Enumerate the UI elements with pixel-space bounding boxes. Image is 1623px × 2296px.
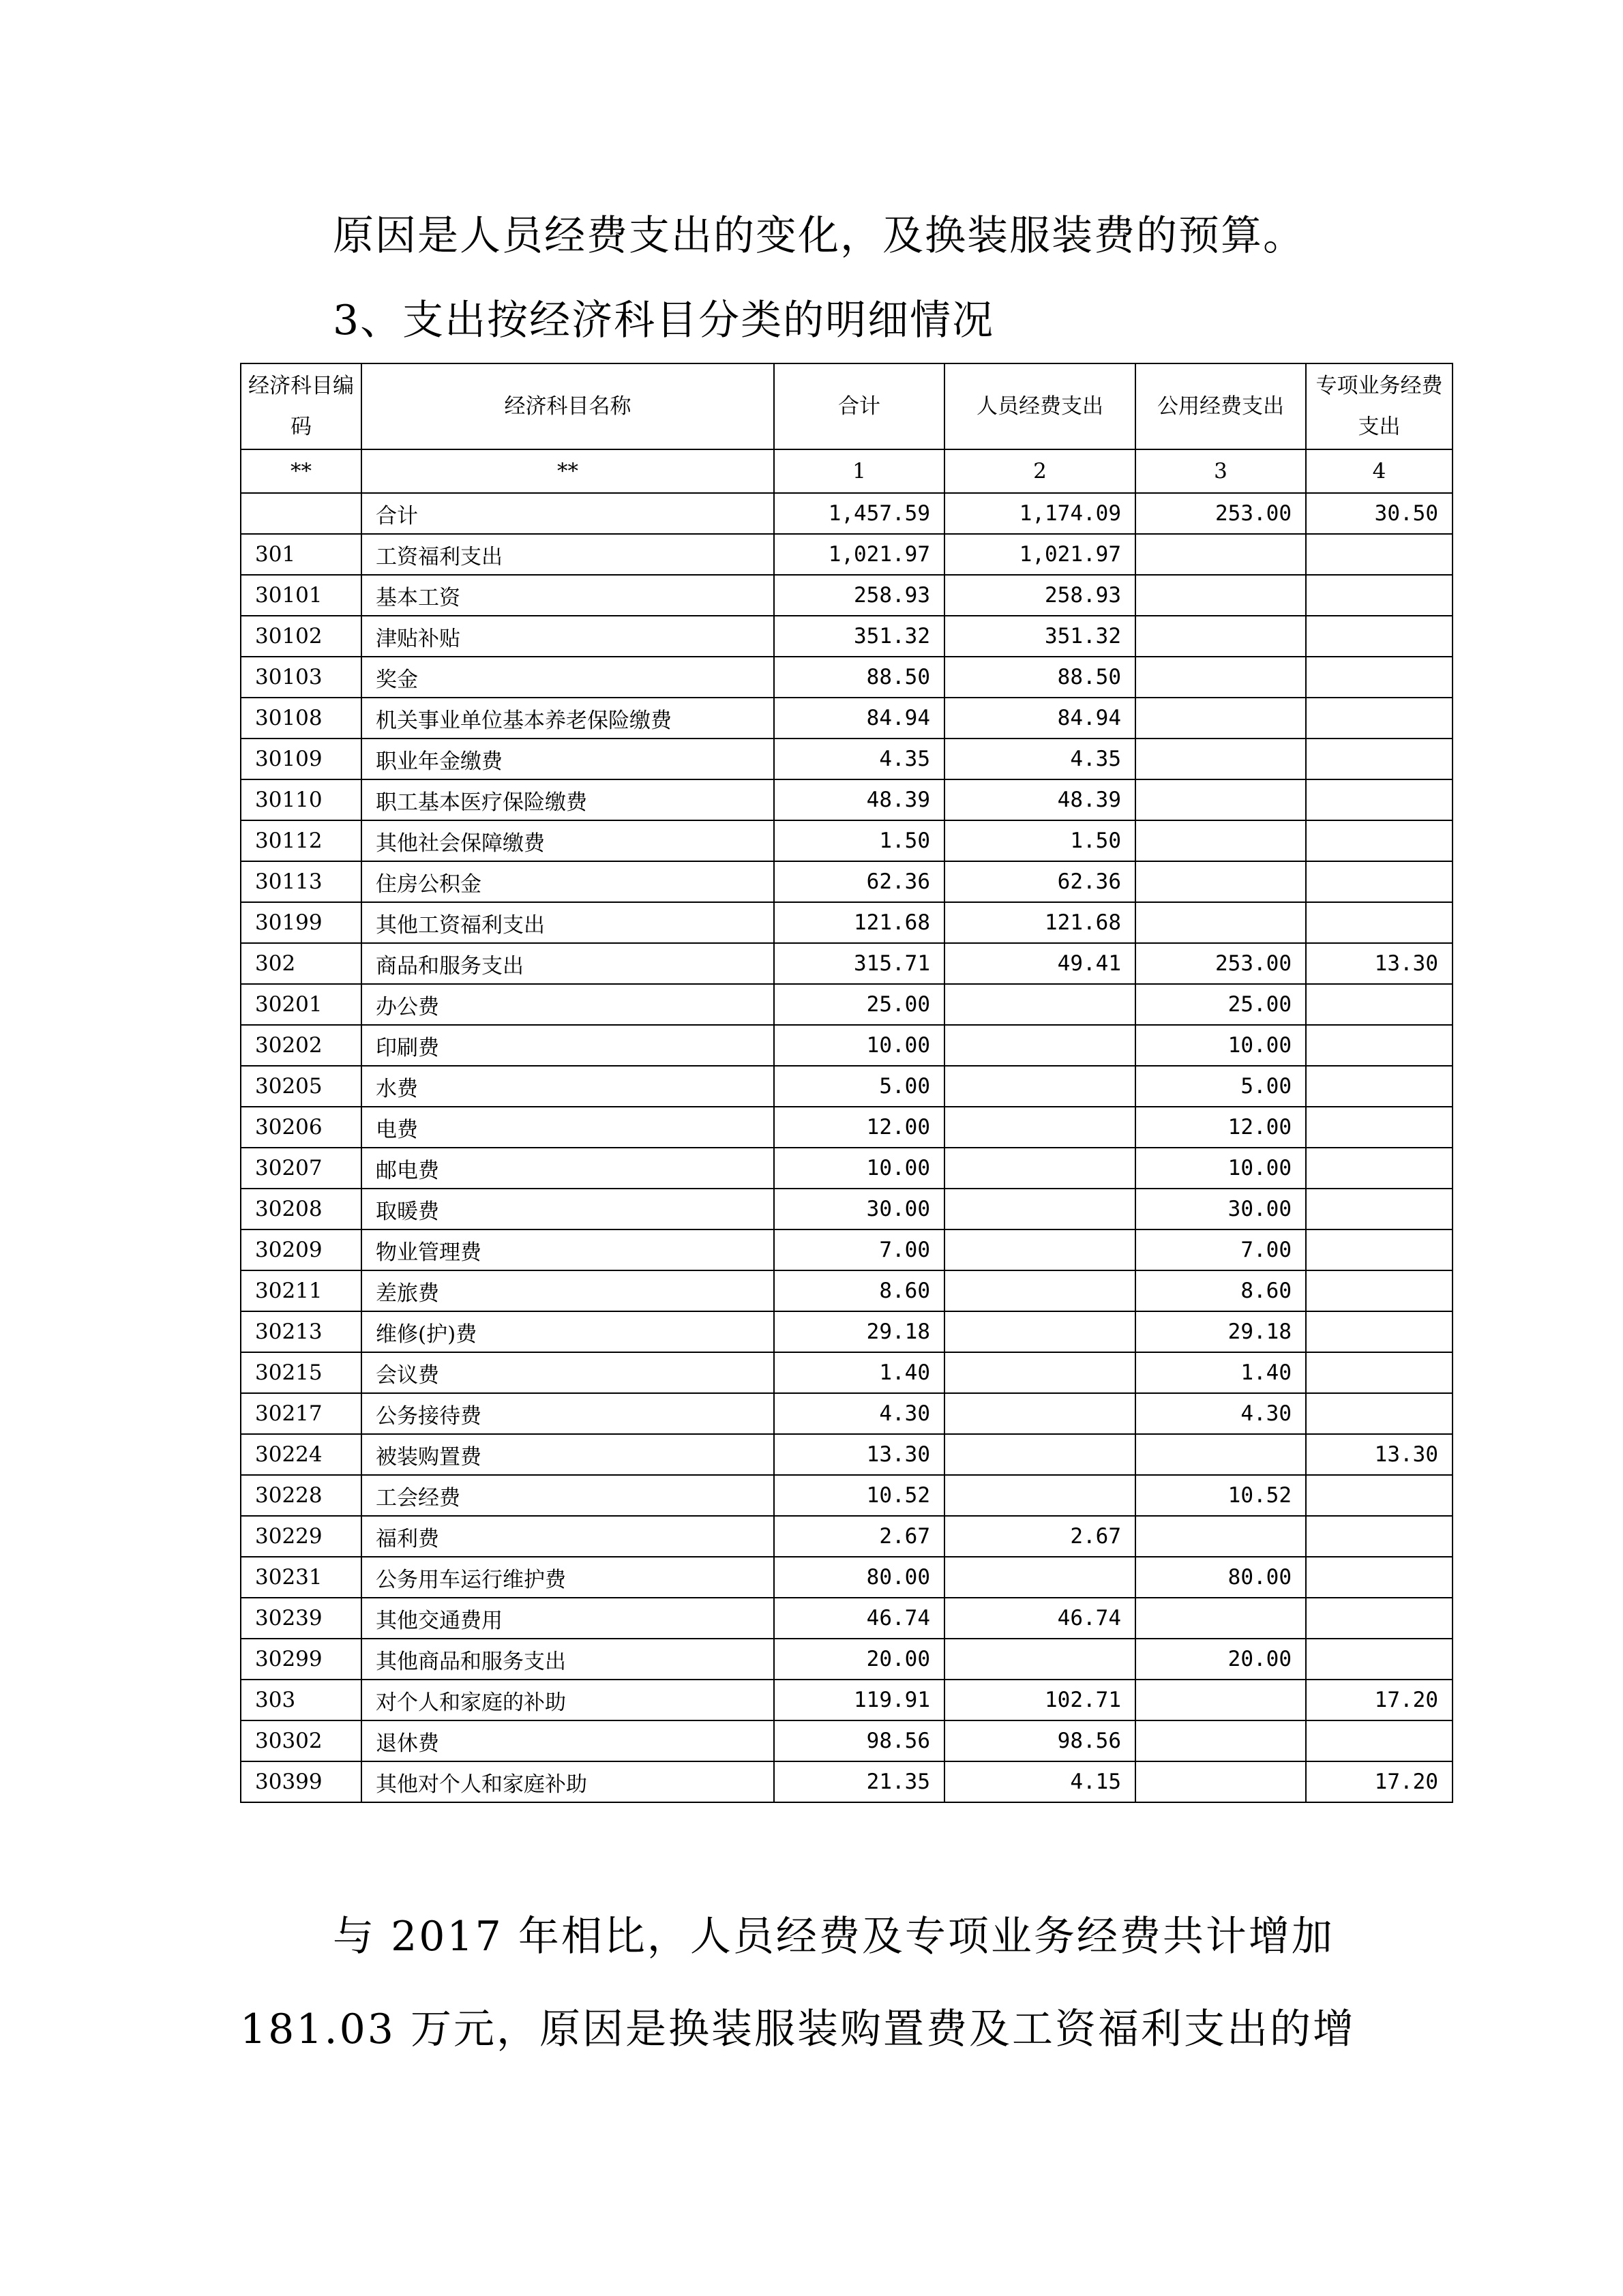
- cell-public: 12.00: [1135, 1107, 1306, 1148]
- cell-public: [1135, 1598, 1306, 1639]
- cell-name: 其他社会保障缴费: [361, 820, 774, 861]
- cell-personnel: [944, 1557, 1135, 1598]
- cell-personnel: [944, 1475, 1135, 1516]
- table-row: [241, 1066, 1453, 1107]
- cell-total: 29.18: [774, 1311, 944, 1352]
- index-cell: 3: [1135, 449, 1306, 493]
- cell-code: 30101: [241, 575, 361, 616]
- cell-name: 基本工资: [361, 575, 774, 616]
- cell-personnel: [944, 1434, 1135, 1475]
- cell-total: 25.00: [774, 984, 944, 1025]
- header-public: 公用经费支出: [1135, 363, 1306, 449]
- cell-special: [1306, 1311, 1453, 1352]
- cell-name: 其他工资福利支出: [361, 902, 774, 943]
- cell-code: 30228: [241, 1475, 361, 1516]
- cell-public: [1135, 657, 1306, 698]
- cell-public: [1135, 902, 1306, 943]
- index-cell: 1: [774, 449, 944, 493]
- cell-total: 2.67: [774, 1516, 944, 1557]
- economic-classification-table: [240, 363, 1453, 1803]
- cell-total: 84.94: [774, 698, 944, 739]
- table-row: [241, 534, 1453, 575]
- cell-code: 30201: [241, 984, 361, 1025]
- cell-code: 30215: [241, 1352, 361, 1393]
- index-cell: **: [241, 449, 361, 493]
- paragraph-after-table-1: 与 2017 年相比，人员经费及专项业务经费共计增加: [333, 1913, 1335, 1960]
- cell-personnel: 1,021.97: [944, 534, 1135, 575]
- cell-code: 303: [241, 1680, 361, 1720]
- cell-public: 10.52: [1135, 1475, 1306, 1516]
- cell-code: 30299: [241, 1639, 361, 1680]
- cell-code: 30205: [241, 1066, 361, 1107]
- cell-code: 30209: [241, 1229, 361, 1270]
- table-row: [241, 1189, 1453, 1229]
- cell-code: 30202: [241, 1025, 361, 1066]
- table-row: [241, 902, 1453, 943]
- cell-total: 10.52: [774, 1475, 944, 1516]
- cell-special: [1306, 1066, 1453, 1107]
- header-special: 专项业务经费支出: [1306, 363, 1453, 449]
- cell-public: 253.00: [1135, 943, 1306, 984]
- table-row: [241, 1393, 1453, 1434]
- table-row: [241, 1434, 1453, 1475]
- cell-total: 121.68: [774, 902, 944, 943]
- section-heading: 3、支出按经济科目分类的明细情况: [333, 297, 995, 344]
- cell-total: 315.71: [774, 943, 944, 984]
- table-row: [241, 1516, 1453, 1557]
- cell-public: [1135, 820, 1306, 861]
- cell-public: 5.00: [1135, 1066, 1306, 1107]
- cell-code: [241, 493, 361, 534]
- cell-name: 取暖费: [361, 1189, 774, 1229]
- cell-personnel: 48.39: [944, 779, 1135, 820]
- cell-personnel: [944, 1393, 1135, 1434]
- cell-special: [1306, 861, 1453, 902]
- cell-special: [1306, 1516, 1453, 1557]
- cell-code: 30113: [241, 861, 361, 902]
- cell-code: 30109: [241, 739, 361, 779]
- cell-name: 邮电费: [361, 1148, 774, 1189]
- cell-code: 30207: [241, 1148, 361, 1189]
- cell-special: [1306, 902, 1453, 943]
- cell-code: 30229: [241, 1516, 361, 1557]
- cell-personnel: [944, 1311, 1135, 1352]
- cell-public: [1135, 1434, 1306, 1475]
- cell-name: 其他对个人和家庭补助: [361, 1761, 774, 1802]
- cell-code: 30224: [241, 1434, 361, 1475]
- table-row: [241, 984, 1453, 1025]
- cell-personnel: 351.32: [944, 616, 1135, 657]
- cell-personnel: [944, 1352, 1135, 1393]
- cell-public: [1135, 616, 1306, 657]
- cell-special: [1306, 575, 1453, 616]
- table-row: [241, 1107, 1453, 1148]
- cell-name: 办公费: [361, 984, 774, 1025]
- cell-code: 30110: [241, 779, 361, 820]
- cell-personnel: 258.93: [944, 575, 1135, 616]
- cell-public: [1135, 1720, 1306, 1761]
- cell-personnel: 4.15: [944, 1761, 1135, 1802]
- cell-personnel: 4.35: [944, 739, 1135, 779]
- table-row: [241, 943, 1453, 984]
- header-personnel: 人员经费支出: [944, 363, 1135, 449]
- cell-personnel: [944, 1025, 1135, 1066]
- cell-name: 福利费: [361, 1516, 774, 1557]
- cell-special: [1306, 534, 1453, 575]
- cell-name: 印刷费: [361, 1025, 774, 1066]
- cell-code: 30102: [241, 616, 361, 657]
- cell-total: 8.60: [774, 1270, 944, 1311]
- cell-personnel: [944, 1229, 1135, 1270]
- cell-name: 住房公积金: [361, 861, 774, 902]
- cell-public: [1135, 575, 1306, 616]
- cell-special: [1306, 1189, 1453, 1229]
- index-cell: 4: [1306, 449, 1453, 493]
- cell-public: 10.00: [1135, 1025, 1306, 1066]
- table-row: [241, 575, 1453, 616]
- cell-total: 20.00: [774, 1639, 944, 1680]
- table-row: [241, 1311, 1453, 1352]
- cell-special: [1306, 1270, 1453, 1311]
- cell-public: 20.00: [1135, 1639, 1306, 1680]
- cell-special: 17.20: [1306, 1680, 1453, 1720]
- cell-total: 62.36: [774, 861, 944, 902]
- table-header-row: [241, 363, 1453, 449]
- cell-name: 公务用车运行维护费: [361, 1557, 774, 1598]
- cell-special: [1306, 1352, 1453, 1393]
- table-row: [241, 698, 1453, 739]
- cell-code: 30231: [241, 1557, 361, 1598]
- cell-personnel: [944, 1189, 1135, 1229]
- cell-public: 80.00: [1135, 1557, 1306, 1598]
- cell-name: 物业管理费: [361, 1229, 774, 1270]
- cell-total: 1,457.59: [774, 493, 944, 534]
- table-row: [241, 1639, 1453, 1680]
- cell-name: 被装购置费: [361, 1434, 774, 1475]
- cell-code: 30112: [241, 820, 361, 861]
- cell-code: 30206: [241, 1107, 361, 1148]
- table-row: [241, 820, 1453, 861]
- cell-personnel: 62.36: [944, 861, 1135, 902]
- cell-personnel: [944, 1066, 1135, 1107]
- cell-total: 21.35: [774, 1761, 944, 1802]
- cell-name: 合计: [361, 493, 774, 534]
- table-row: [241, 616, 1453, 657]
- cell-name: 公务接待费: [361, 1393, 774, 1434]
- cell-total: 7.00: [774, 1229, 944, 1270]
- cell-total: 88.50: [774, 657, 944, 698]
- table-row: [241, 861, 1453, 902]
- cell-total: 1.40: [774, 1352, 944, 1393]
- cell-public: 253.00: [1135, 493, 1306, 534]
- index-cell: **: [361, 449, 774, 493]
- cell-total: 1.50: [774, 820, 944, 861]
- cell-public: [1135, 861, 1306, 902]
- cell-special: [1306, 820, 1453, 861]
- cell-special: [1306, 779, 1453, 820]
- cell-name: 机关事业单位基本养老保险缴费: [361, 698, 774, 739]
- cell-name: 水费: [361, 1066, 774, 1107]
- cell-public: 29.18: [1135, 1311, 1306, 1352]
- cell-personnel: 121.68: [944, 902, 1135, 943]
- cell-code: 301: [241, 534, 361, 575]
- cell-public: [1135, 1516, 1306, 1557]
- cell-special: [1306, 1720, 1453, 1761]
- cell-special: [1306, 657, 1453, 698]
- cell-personnel: 88.50: [944, 657, 1135, 698]
- cell-total: 80.00: [774, 1557, 944, 1598]
- table-row: [241, 1025, 1453, 1066]
- table-row: [241, 1270, 1453, 1311]
- cell-code: 30302: [241, 1720, 361, 1761]
- cell-code: 30217: [241, 1393, 361, 1434]
- cell-personnel: 84.94: [944, 698, 1135, 739]
- table-row: [241, 1720, 1453, 1761]
- cell-personnel: [944, 1107, 1135, 1148]
- cell-total: 10.00: [774, 1148, 944, 1189]
- table-row: [241, 1148, 1453, 1189]
- cell-public: 30.00: [1135, 1189, 1306, 1229]
- cell-special: 17.20: [1306, 1761, 1453, 1802]
- table-row: [241, 779, 1453, 820]
- paragraph-after-table-2: 181.03 万元，原因是换装服装购置费及工资福利支出的增: [240, 2006, 1356, 2053]
- cell-total: 98.56: [774, 1720, 944, 1761]
- cell-personnel: 98.56: [944, 1720, 1135, 1761]
- cell-personnel: 1.50: [944, 820, 1135, 861]
- table-row: [241, 1761, 1453, 1802]
- cell-public: 8.60: [1135, 1270, 1306, 1311]
- paragraph-line-1: 原因是人员经费支出的变化，及换装服装费的预算。: [333, 212, 1305, 260]
- cell-special: [1306, 1393, 1453, 1434]
- index-cell: 2: [944, 449, 1135, 493]
- cell-name: 电费: [361, 1107, 774, 1148]
- cell-code: 30211: [241, 1270, 361, 1311]
- table-row: [241, 1557, 1453, 1598]
- cell-code: 30239: [241, 1598, 361, 1639]
- cell-special: [1306, 1598, 1453, 1639]
- cell-name: 其他商品和服务支出: [361, 1639, 774, 1680]
- cell-code: 30213: [241, 1311, 361, 1352]
- table-index-row: [241, 449, 1453, 493]
- header-total: 合计: [774, 363, 944, 449]
- cell-personnel: 1,174.09: [944, 493, 1135, 534]
- cell-special: 13.30: [1306, 943, 1453, 984]
- cell-personnel: 49.41: [944, 943, 1135, 984]
- cell-special: 13.30: [1306, 1434, 1453, 1475]
- cell-name: 职业年金缴费: [361, 739, 774, 779]
- cell-public: [1135, 1761, 1306, 1802]
- table-row: [241, 1680, 1453, 1720]
- cell-code: 30399: [241, 1761, 361, 1802]
- cell-public: 10.00: [1135, 1148, 1306, 1189]
- cell-public: [1135, 739, 1306, 779]
- cell-name: 退休费: [361, 1720, 774, 1761]
- cell-name: 其他交通费用: [361, 1598, 774, 1639]
- cell-personnel: 102.71: [944, 1680, 1135, 1720]
- cell-personnel: 46.74: [944, 1598, 1135, 1639]
- table-row: [241, 1229, 1453, 1270]
- cell-total: 48.39: [774, 779, 944, 820]
- cell-code: 30108: [241, 698, 361, 739]
- cell-public: 4.30: [1135, 1393, 1306, 1434]
- cell-personnel: 2.67: [944, 1516, 1135, 1557]
- cell-public: [1135, 698, 1306, 739]
- cell-code: 30199: [241, 902, 361, 943]
- table-row: [241, 1475, 1453, 1516]
- cell-name: 会议费: [361, 1352, 774, 1393]
- cell-special: [1306, 1148, 1453, 1189]
- cell-special: [1306, 1025, 1453, 1066]
- cell-public: 7.00: [1135, 1229, 1306, 1270]
- cell-name: 工会经费: [361, 1475, 774, 1516]
- cell-personnel: [944, 1639, 1135, 1680]
- table-row: [241, 1598, 1453, 1639]
- table-row: [241, 657, 1453, 698]
- cell-public: [1135, 779, 1306, 820]
- cell-special: [1306, 1639, 1453, 1680]
- header-name: 经济科目名称: [361, 363, 774, 449]
- cell-total: 10.00: [774, 1025, 944, 1066]
- cell-total: 30.00: [774, 1189, 944, 1229]
- cell-special: 30.50: [1306, 493, 1453, 534]
- cell-personnel: [944, 984, 1135, 1025]
- cell-total: 258.93: [774, 575, 944, 616]
- cell-special: [1306, 1475, 1453, 1516]
- table-row: [241, 739, 1453, 779]
- cell-special: [1306, 984, 1453, 1025]
- cell-name: 维修(护)费: [361, 1311, 774, 1352]
- cell-total: 46.74: [774, 1598, 944, 1639]
- cell-name: 对个人和家庭的补助: [361, 1680, 774, 1720]
- cell-public: 25.00: [1135, 984, 1306, 1025]
- cell-code: 30103: [241, 657, 361, 698]
- cell-special: [1306, 1107, 1453, 1148]
- cell-total: 4.30: [774, 1393, 944, 1434]
- cell-special: [1306, 1229, 1453, 1270]
- cell-personnel: [944, 1148, 1135, 1189]
- table-row: [241, 1352, 1453, 1393]
- cell-public: 1.40: [1135, 1352, 1306, 1393]
- cell-total: 119.91: [774, 1680, 944, 1720]
- table-row: [241, 493, 1453, 534]
- cell-total: 4.35: [774, 739, 944, 779]
- cell-special: [1306, 739, 1453, 779]
- cell-name: 工资福利支出: [361, 534, 774, 575]
- cell-code: 302: [241, 943, 361, 984]
- cell-code: 30208: [241, 1189, 361, 1229]
- table-body: [241, 493, 1453, 1802]
- cell-public: [1135, 1680, 1306, 1720]
- cell-personnel: [944, 1270, 1135, 1311]
- cell-name: 差旅费: [361, 1270, 774, 1311]
- header-code: 经济科目编码: [241, 363, 361, 449]
- cell-name: 奖金: [361, 657, 774, 698]
- cell-total: 351.32: [774, 616, 944, 657]
- cell-total: 5.00: [774, 1066, 944, 1107]
- cell-total: 1,021.97: [774, 534, 944, 575]
- cell-special: [1306, 698, 1453, 739]
- cell-total: 13.30: [774, 1434, 944, 1475]
- cell-name: 职工基本医疗保险缴费: [361, 779, 774, 820]
- cell-special: [1306, 616, 1453, 657]
- cell-special: [1306, 1557, 1453, 1598]
- cell-name: 商品和服务支出: [361, 943, 774, 984]
- cell-name: 津贴补贴: [361, 616, 774, 657]
- cell-total: 12.00: [774, 1107, 944, 1148]
- cell-public: [1135, 534, 1306, 575]
